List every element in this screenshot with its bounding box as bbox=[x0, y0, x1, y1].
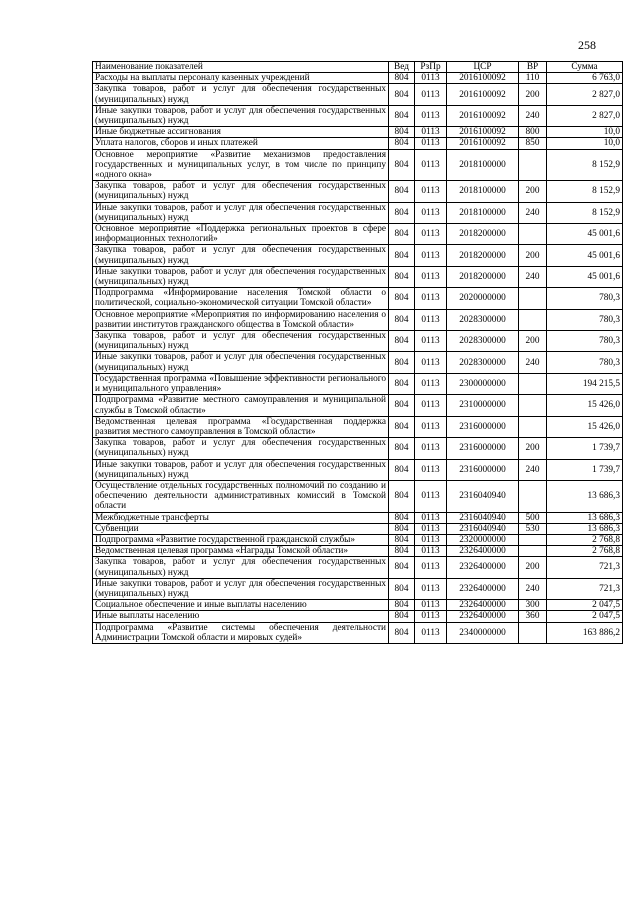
cell-vr bbox=[519, 373, 547, 394]
cell-csr: 2018200000 bbox=[447, 245, 519, 266]
table-row bbox=[93, 105, 623, 126]
cell-name: Иные закупки товаров, работ и услуг для обеспечения государственных (муниципальных) нужд bbox=[93, 459, 389, 480]
cell-vr: 200 bbox=[519, 331, 547, 352]
cell-sum: 8 152,9 bbox=[547, 149, 623, 181]
cell-ved: 804 bbox=[389, 288, 415, 309]
cell-csr: 2326400000 bbox=[447, 611, 519, 622]
cell-rzpr: 0113 bbox=[415, 373, 447, 394]
cell-rzpr: 0113 bbox=[415, 416, 447, 437]
cell-ved: 804 bbox=[389, 331, 415, 352]
table-row bbox=[93, 181, 623, 202]
header-name: Наименование показателей bbox=[93, 62, 389, 73]
cell-name: Иные закупки товаров, работ и услуг для обеспечения государственных (муниципальных) нужд bbox=[93, 266, 389, 287]
cell-name: Расходы на выплаты персоналу казенных учреждений bbox=[93, 73, 389, 84]
table-row bbox=[93, 84, 623, 105]
cell-ved: 804 bbox=[389, 73, 415, 84]
cell-vr: 360 bbox=[519, 611, 547, 622]
cell-csr: 2018100000 bbox=[447, 202, 519, 223]
cell-name: Осуществление отдельных государственных полномочий по созданию и обеспечению деятельности административных комиссий в Томской области bbox=[93, 480, 389, 512]
cell-name: Межбюджетные трансферты bbox=[93, 512, 389, 523]
cell-name: Основное мероприятие «Развитие механизмов предоставления государственных и муниципальных услуг, в том числе по принципу «одного окна» bbox=[93, 149, 389, 181]
cell-name: Иные бюджетные ассигнования bbox=[93, 127, 389, 138]
table-header bbox=[93, 62, 623, 73]
cell-name: Подпрограмма «Информирование населения Томской области о политической, социально-экономической ситуации Томской области» bbox=[93, 288, 389, 309]
cell-sum: 2 047,5 bbox=[547, 611, 623, 622]
cell-vr: 240 bbox=[519, 266, 547, 287]
cell-vr: 240 bbox=[519, 352, 547, 373]
cell-vr: 200 bbox=[519, 245, 547, 266]
cell-rzpr: 0113 bbox=[415, 438, 447, 459]
cell-vr: 110 bbox=[519, 73, 547, 84]
cell-csr: 2326400000 bbox=[447, 578, 519, 599]
cell-vr bbox=[519, 149, 547, 181]
cell-name: Закупка товаров, работ и услуг для обеспечения государственных (муниципальных) нужд bbox=[93, 84, 389, 105]
cell-sum: 13 686,3 bbox=[547, 523, 623, 534]
cell-ved: 804 bbox=[389, 224, 415, 245]
cell-csr: 2020000000 bbox=[447, 288, 519, 309]
cell-sum: 1 739,7 bbox=[547, 459, 623, 480]
cell-ved: 804 bbox=[389, 546, 415, 557]
table-row bbox=[93, 331, 623, 352]
cell-csr: 2018200000 bbox=[447, 266, 519, 287]
cell-vr bbox=[519, 534, 547, 545]
cell-name: Подпрограмма «Развитие государственной гражданской службы» bbox=[93, 534, 389, 545]
cell-ved: 804 bbox=[389, 512, 415, 523]
cell-name: Иные закупки товаров, работ и услуг для обеспечения государственных (муниципальных) нужд bbox=[93, 352, 389, 373]
cell-vr: 200 bbox=[519, 84, 547, 105]
cell-name: Подпрограмма «Развитие системы обеспечения деятельности Администрации Томской области и мировых судей» bbox=[93, 622, 389, 643]
cell-ved: 804 bbox=[389, 534, 415, 545]
cell-vr: 300 bbox=[519, 600, 547, 611]
cell-vr: 240 bbox=[519, 202, 547, 223]
cell-ved: 804 bbox=[389, 352, 415, 373]
cell-rzpr: 0113 bbox=[415, 600, 447, 611]
cell-ved: 804 bbox=[389, 395, 415, 416]
cell-rzpr: 0113 bbox=[415, 512, 447, 523]
table-row bbox=[93, 309, 623, 330]
cell-csr: 2016100092 bbox=[447, 138, 519, 149]
budget-table bbox=[92, 61, 623, 644]
cell-rzpr: 0113 bbox=[415, 245, 447, 266]
table-row bbox=[93, 512, 623, 523]
cell-csr: 2326400000 bbox=[447, 557, 519, 578]
cell-name: Иные закупки товаров, работ и услуг для обеспечения государственных (муниципальных) нужд bbox=[93, 105, 389, 126]
cell-sum: 45 001,6 bbox=[547, 245, 623, 266]
table-body bbox=[93, 73, 623, 644]
cell-csr: 2310000000 bbox=[447, 395, 519, 416]
cell-rzpr: 0113 bbox=[415, 127, 447, 138]
page-number: 258 bbox=[578, 38, 596, 52]
cell-sum: 45 001,6 bbox=[547, 224, 623, 245]
cell-rzpr: 0113 bbox=[415, 578, 447, 599]
cell-sum: 8 152,9 bbox=[547, 181, 623, 202]
cell-rzpr: 0113 bbox=[415, 138, 447, 149]
cell-vr: 200 bbox=[519, 181, 547, 202]
cell-name: Основное мероприятие «Мероприятия по информированию населения о развитии институтов гражданского общества в Томской области» bbox=[93, 309, 389, 330]
cell-ved: 804 bbox=[389, 611, 415, 622]
cell-sum: 1 739,7 bbox=[547, 438, 623, 459]
table-row bbox=[93, 202, 623, 223]
header-sum: Сумма bbox=[547, 62, 623, 73]
cell-sum: 2 047,5 bbox=[547, 600, 623, 611]
table-row bbox=[93, 578, 623, 599]
cell-name: Иные закупки товаров, работ и услуг для обеспечения государственных (муниципальных) нужд bbox=[93, 202, 389, 223]
header-rzpr: РзПр bbox=[415, 62, 447, 73]
cell-ved: 804 bbox=[389, 181, 415, 202]
cell-sum: 2 768,8 bbox=[547, 546, 623, 557]
cell-rzpr: 0113 bbox=[415, 149, 447, 181]
cell-rzpr: 0113 bbox=[415, 459, 447, 480]
cell-ved: 804 bbox=[389, 416, 415, 437]
table-row bbox=[93, 622, 623, 643]
cell-rzpr: 0113 bbox=[415, 181, 447, 202]
cell-rzpr: 0113 bbox=[415, 557, 447, 578]
cell-rzpr: 0113 bbox=[415, 480, 447, 512]
cell-sum: 15 426,0 bbox=[547, 416, 623, 437]
cell-vr: 800 bbox=[519, 127, 547, 138]
table-row bbox=[93, 546, 623, 557]
cell-rzpr: 0113 bbox=[415, 546, 447, 557]
cell-vr bbox=[519, 622, 547, 643]
cell-csr: 2028300000 bbox=[447, 309, 519, 330]
cell-rzpr: 0113 bbox=[415, 73, 447, 84]
table-row bbox=[93, 288, 623, 309]
header-vr: ВР bbox=[519, 62, 547, 73]
cell-ved: 804 bbox=[389, 578, 415, 599]
cell-name: Закупка товаров, работ и услуг для обеспечения государственных (муниципальных) нужд bbox=[93, 245, 389, 266]
cell-name: Основное мероприятие «Поддержка региональных проектов в сфере информационных технологий» bbox=[93, 224, 389, 245]
table-row bbox=[93, 127, 623, 138]
cell-vr: 240 bbox=[519, 578, 547, 599]
cell-csr: 2316000000 bbox=[447, 459, 519, 480]
cell-ved: 804 bbox=[389, 600, 415, 611]
cell-ved: 804 bbox=[389, 105, 415, 126]
cell-ved: 804 bbox=[389, 309, 415, 330]
cell-vr: 200 bbox=[519, 438, 547, 459]
table-row bbox=[93, 438, 623, 459]
header-ved: Вед bbox=[389, 62, 415, 73]
cell-sum: 780,3 bbox=[547, 309, 623, 330]
cell-name: Закупка товаров, работ и услуг для обеспечения государственных (муниципальных) нужд bbox=[93, 557, 389, 578]
table-row bbox=[93, 459, 623, 480]
cell-ved: 804 bbox=[389, 202, 415, 223]
table-row bbox=[93, 138, 623, 149]
cell-sum: 2 768,8 bbox=[547, 534, 623, 545]
table-row bbox=[93, 352, 623, 373]
cell-rzpr: 0113 bbox=[415, 266, 447, 287]
cell-ved: 804 bbox=[389, 84, 415, 105]
table-row bbox=[93, 480, 623, 512]
cell-vr: 500 bbox=[519, 512, 547, 523]
table-row bbox=[93, 600, 623, 611]
cell-ved: 804 bbox=[389, 373, 415, 394]
cell-vr bbox=[519, 546, 547, 557]
table-row bbox=[93, 557, 623, 578]
cell-name: Ведомственная целевая программа «Государственная поддержка развития местного самоуправления в Томской области» bbox=[93, 416, 389, 437]
cell-name: Субвенции bbox=[93, 523, 389, 534]
cell-ved: 804 bbox=[389, 480, 415, 512]
cell-name: Государственная программа «Повышение эффективности регионального и муниципального управления» bbox=[93, 373, 389, 394]
cell-csr: 2016100092 bbox=[447, 73, 519, 84]
cell-vr: 200 bbox=[519, 557, 547, 578]
cell-sum: 163 886,2 bbox=[547, 622, 623, 643]
cell-sum: 6 763,0 bbox=[547, 73, 623, 84]
cell-sum: 10,0 bbox=[547, 127, 623, 138]
header-row bbox=[93, 62, 623, 73]
cell-csr: 2016100092 bbox=[447, 105, 519, 126]
cell-rzpr: 0113 bbox=[415, 611, 447, 622]
cell-sum: 780,3 bbox=[547, 331, 623, 352]
cell-sum: 15 426,0 bbox=[547, 395, 623, 416]
cell-ved: 804 bbox=[389, 127, 415, 138]
cell-sum: 13 686,3 bbox=[547, 512, 623, 523]
cell-csr: 2016100092 bbox=[447, 84, 519, 105]
cell-rzpr: 0113 bbox=[415, 622, 447, 643]
cell-ved: 804 bbox=[389, 438, 415, 459]
table-row bbox=[93, 523, 623, 534]
cell-rzpr: 0113 bbox=[415, 309, 447, 330]
cell-csr: 2320000000 bbox=[447, 534, 519, 545]
cell-sum: 10,0 bbox=[547, 138, 623, 149]
cell-ved: 804 bbox=[389, 557, 415, 578]
cell-vr: 240 bbox=[519, 459, 547, 480]
cell-sum: 8 152,9 bbox=[547, 202, 623, 223]
table-row bbox=[93, 373, 623, 394]
cell-ved: 804 bbox=[389, 622, 415, 643]
table-row bbox=[93, 395, 623, 416]
cell-ved: 804 bbox=[389, 149, 415, 181]
cell-rzpr: 0113 bbox=[415, 331, 447, 352]
table-row bbox=[93, 149, 623, 181]
cell-name: Уплата налогов, сборов и иных платежей bbox=[93, 138, 389, 149]
cell-csr: 2340000000 bbox=[447, 622, 519, 643]
cell-vr: 850 bbox=[519, 138, 547, 149]
cell-name: Закупка товаров, работ и услуг для обеспечения государственных (муниципальных) нужд bbox=[93, 181, 389, 202]
cell-vr bbox=[519, 224, 547, 245]
cell-csr: 2018200000 bbox=[447, 224, 519, 245]
cell-ved: 804 bbox=[389, 459, 415, 480]
cell-rzpr: 0113 bbox=[415, 84, 447, 105]
cell-vr bbox=[519, 416, 547, 437]
cell-name: Социальное обеспечение и иные выплаты населению bbox=[93, 600, 389, 611]
cell-rzpr: 0113 bbox=[415, 224, 447, 245]
cell-ved: 804 bbox=[389, 245, 415, 266]
cell-csr: 2316040940 bbox=[447, 512, 519, 523]
cell-rzpr: 0113 bbox=[415, 202, 447, 223]
table-row bbox=[93, 245, 623, 266]
cell-vr bbox=[519, 395, 547, 416]
cell-ved: 804 bbox=[389, 266, 415, 287]
cell-sum: 721,3 bbox=[547, 557, 623, 578]
cell-vr bbox=[519, 309, 547, 330]
cell-name: Иные закупки товаров, работ и услуг для обеспечения государственных (муниципальных) нужд bbox=[93, 578, 389, 599]
cell-csr: 2316000000 bbox=[447, 438, 519, 459]
table-row bbox=[93, 73, 623, 84]
table-row bbox=[93, 534, 623, 545]
cell-vr bbox=[519, 480, 547, 512]
cell-name: Ведомственная целевая программа «Награды Томской области» bbox=[93, 546, 389, 557]
cell-name: Закупка товаров, работ и услуг для обеспечения государственных (муниципальных) нужд bbox=[93, 331, 389, 352]
cell-vr bbox=[519, 288, 547, 309]
cell-rzpr: 0113 bbox=[415, 352, 447, 373]
cell-vr: 530 bbox=[519, 523, 547, 534]
cell-csr: 2316000000 bbox=[447, 416, 519, 437]
table-row bbox=[93, 416, 623, 437]
cell-csr: 2326400000 bbox=[447, 600, 519, 611]
cell-csr: 2326400000 bbox=[447, 546, 519, 557]
cell-rzpr: 0113 bbox=[415, 288, 447, 309]
cell-vr: 240 bbox=[519, 105, 547, 126]
cell-sum: 2 827,0 bbox=[547, 105, 623, 126]
cell-sum: 780,3 bbox=[547, 288, 623, 309]
cell-csr: 2028300000 bbox=[447, 331, 519, 352]
cell-sum: 780,3 bbox=[547, 352, 623, 373]
cell-name: Иные выплаты населению bbox=[93, 611, 389, 622]
cell-csr: 2028300000 bbox=[447, 352, 519, 373]
cell-ved: 804 bbox=[389, 523, 415, 534]
cell-csr: 2316040940 bbox=[447, 523, 519, 534]
cell-csr: 2300000000 bbox=[447, 373, 519, 394]
cell-csr: 2018100000 bbox=[447, 149, 519, 181]
table-row bbox=[93, 611, 623, 622]
cell-rzpr: 0113 bbox=[415, 395, 447, 416]
cell-name: Закупка товаров, работ и услуг для обеспечения государственных (муниципальных) нужд bbox=[93, 438, 389, 459]
cell-sum: 721,3 bbox=[547, 578, 623, 599]
cell-rzpr: 0113 bbox=[415, 105, 447, 126]
cell-csr: 2316040940 bbox=[447, 480, 519, 512]
cell-sum: 45 001,6 bbox=[547, 266, 623, 287]
table-row bbox=[93, 224, 623, 245]
cell-sum: 13 686,3 bbox=[547, 480, 623, 512]
cell-csr: 2016100092 bbox=[447, 127, 519, 138]
cell-name: Подпрограмма «Развитие местного самоуправления и муниципальной службы в Томской области» bbox=[93, 395, 389, 416]
cell-ved: 804 bbox=[389, 138, 415, 149]
cell-csr: 2018100000 bbox=[447, 181, 519, 202]
cell-rzpr: 0113 bbox=[415, 534, 447, 545]
cell-rzpr: 0113 bbox=[415, 523, 447, 534]
header-csr: ЦСР bbox=[447, 62, 519, 73]
cell-sum: 2 827,0 bbox=[547, 84, 623, 105]
cell-sum: 194 215,5 bbox=[547, 373, 623, 394]
table-row bbox=[93, 266, 623, 287]
